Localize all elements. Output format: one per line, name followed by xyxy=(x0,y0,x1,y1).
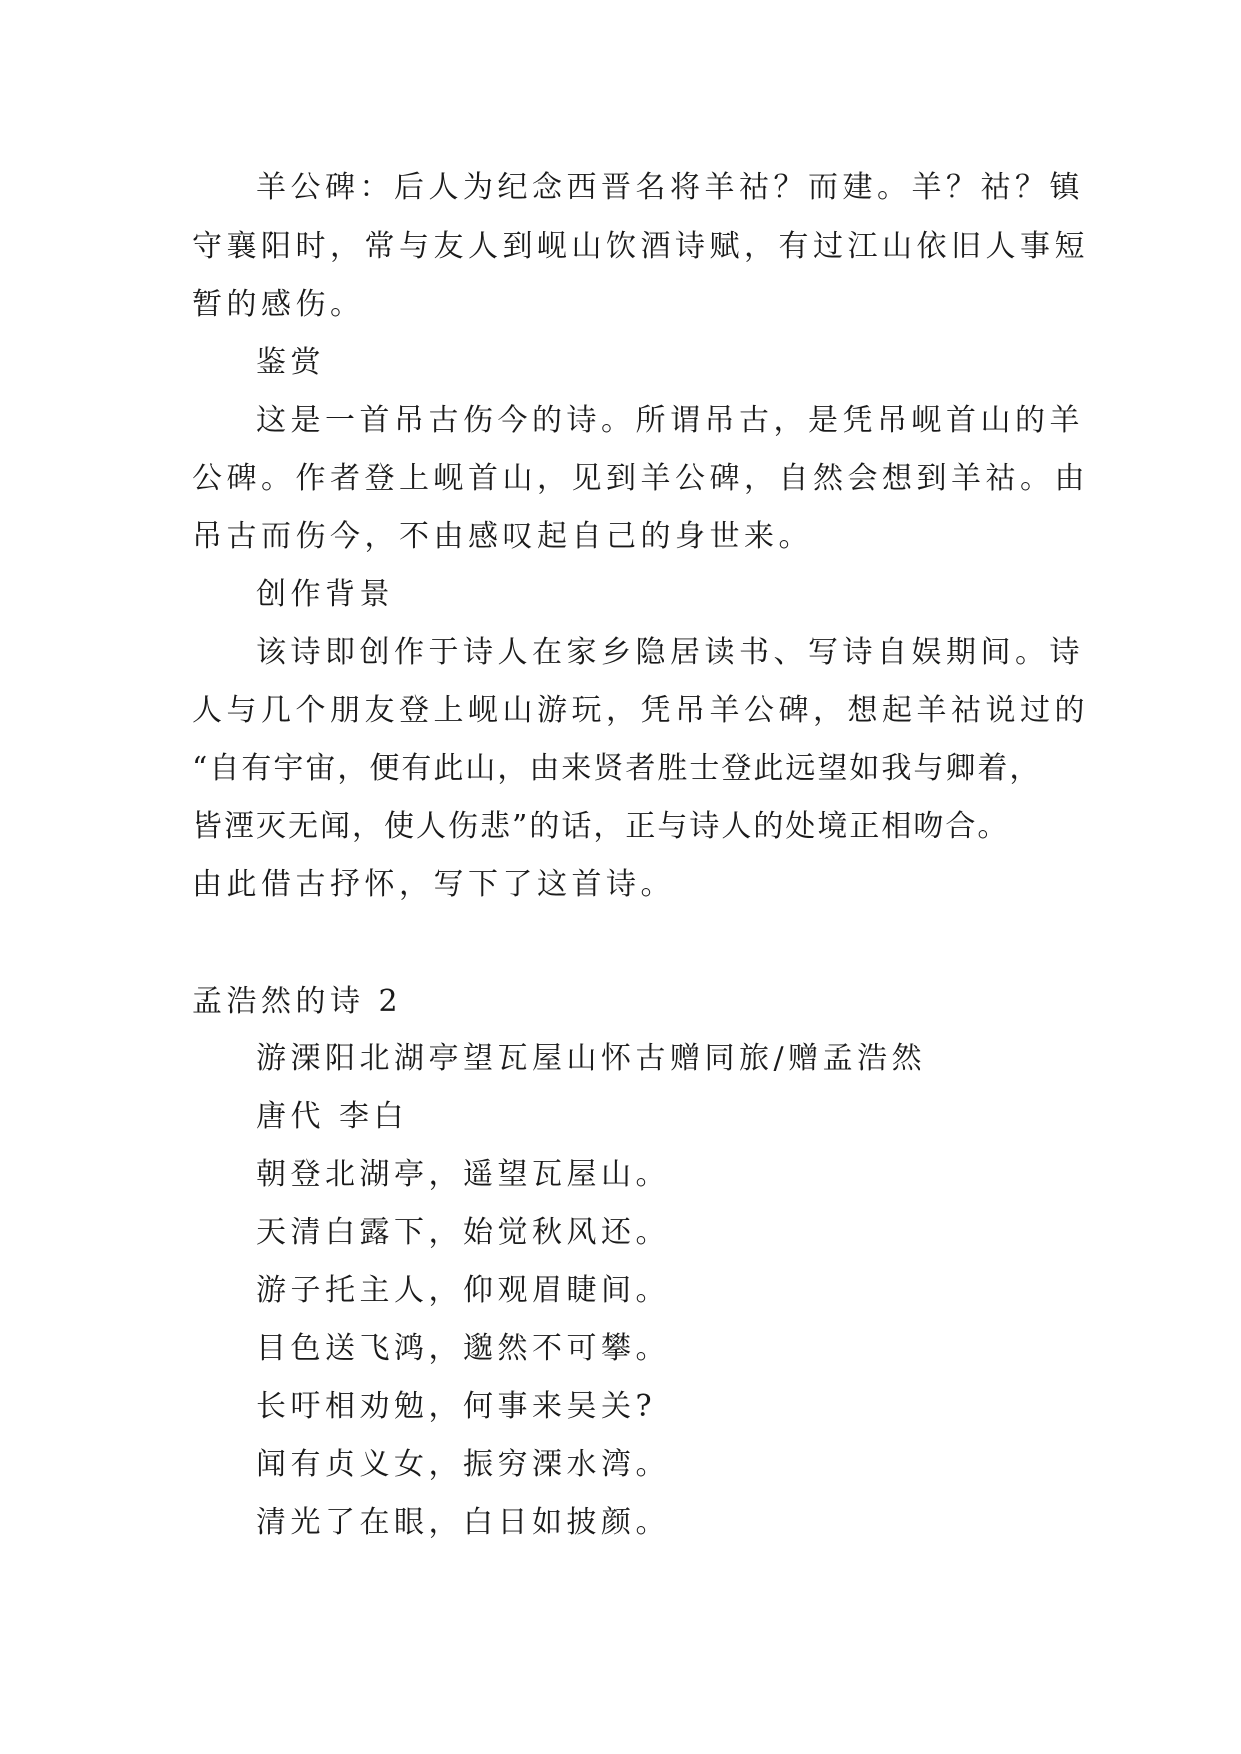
paragraph-line: 人与几个朋友登上岘山游玩，凭吊羊公碑，想起羊祜说过的 xyxy=(192,693,1089,728)
paragraph-line: 暂的感伤。 xyxy=(192,287,365,322)
poem-title: 游溧阳北湖亭望瓦屋山怀古赠同旅/赠孟浩然 xyxy=(256,1041,927,1076)
section-heading-background: 创作背景 xyxy=(256,577,394,612)
poem-line: 朝登北湖亭，遥望瓦屋山。 xyxy=(256,1157,670,1192)
paragraph-line: 皆湮灭无闻，使人伤悲”的话，正与诗人的处境正相吻合。 xyxy=(192,809,1010,844)
paragraph-line: 羊公碑：后人为纪念西晋名将羊祜？而建。羊？祜？镇 xyxy=(256,170,1084,205)
poem-line: 目色送飞鸿，邈然不可攀。 xyxy=(256,1331,670,1366)
section-heading-appreciation: 鉴赏 xyxy=(256,345,325,380)
poem-line: 游子托主人，仰观眉睫间。 xyxy=(256,1273,670,1308)
paragraph-line: 由此借古抒怀，写下了这首诗。 xyxy=(192,867,675,902)
poem-line: 长吁相劝勉，何事来吴关? xyxy=(256,1389,657,1424)
section-title: 孟浩然的诗 2 xyxy=(192,984,403,1019)
poem-line: 清光了在眼，白日如披颜。 xyxy=(256,1505,670,1540)
paragraph-line: 吊古而伤今，不由感叹起自己的身世来。 xyxy=(192,519,813,554)
poem-line: 天清白露下，始觉秋风还。 xyxy=(256,1215,670,1250)
poem-line: 闻有贞义女，振穷溧水湾。 xyxy=(256,1447,670,1482)
paragraph-line: 公碑。作者登上岘首山，见到羊公碑，自然会想到羊祜。由 xyxy=(192,461,1089,496)
poem-author: 唐代 李白 xyxy=(256,1099,409,1134)
paragraph-line: 守襄阳时，常与友人到岘山饮酒诗赋，有过江山依旧人事短 xyxy=(192,229,1089,264)
paragraph-line: “自有宇宙，便有此山，由来贤者胜士登此远望如我与卿着， xyxy=(192,751,1042,786)
paragraph-line: 这是一首吊古伤今的诗。所谓吊古，是凭吊岘首山的羊 xyxy=(256,403,1084,438)
paragraph-line: 该诗即创作于诗人在家乡隐居读书、写诗自娱期间。诗 xyxy=(256,635,1084,670)
